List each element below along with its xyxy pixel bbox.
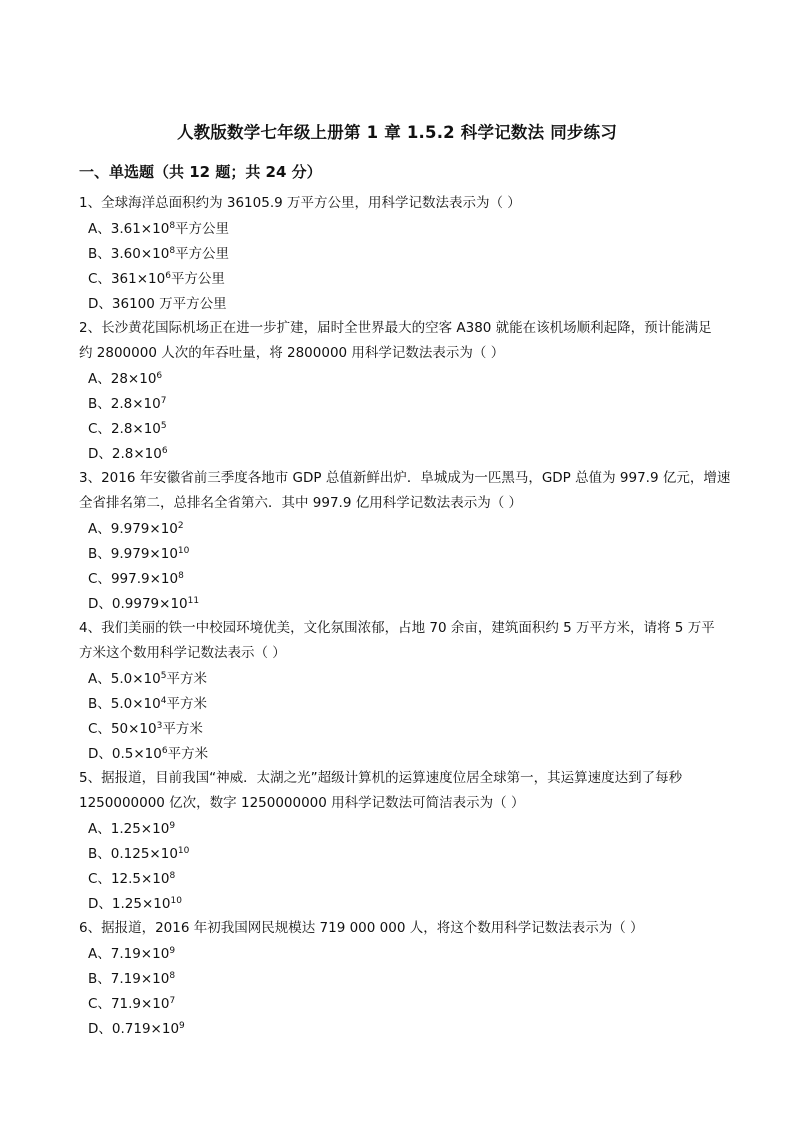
document-title: 人教版数学七年级上册第 1 章 1.5.2 科学记数法 同步练习 (176, 123, 618, 142)
option-3a: A、$9.979\times 10^2$ (88, 521, 184, 537)
option-2a: A、$28\times 10^6$ (88, 371, 163, 387)
question-1 (79, 191, 719, 216)
option-5d: D、$1.25\times 10^{10}$ (88, 896, 182, 912)
question-text: 6、据报道，2016 年初我国网民规模达 719 000 000 人，将这个数用科学记数法表示为（ ） (79, 920, 644, 936)
option-2b: B、$2.8\times 10^7$ (88, 396, 167, 412)
option-6a: A、$7.19\times 10^9$ (88, 946, 176, 962)
question-3 (79, 466, 731, 516)
question-text: 2、长沙黄花国际机场正在进一步扩建，届时全世界最大的空客 A380 就能在该机场顺利起降，预计能满足 (79, 320, 712, 336)
question-text: 方米这个数用科学记数法表示（ ） (79, 645, 286, 661)
option-3d: D、$0.9979\times 10^{11}$ (88, 596, 200, 612)
question-5 (79, 766, 719, 816)
option-1d: D、36100 万平方公里 (88, 296, 227, 312)
option-4b: B、$5.0\times 10^4$平方米 (88, 696, 207, 712)
option-4d: D、$0.5\times 10^6$平方米 (88, 746, 209, 762)
option-6d: D、$0.719\times 10^9$ (88, 1021, 185, 1037)
option-2c: C、$2.8\times 10^5$ (88, 421, 167, 437)
option-5a: A、$1.25\times 10^9$ (88, 821, 176, 837)
option-2d: D、$2.8\times 10^6$ (88, 446, 168, 462)
option-3c: C、$997.9\times 10^8$ (88, 571, 184, 587)
question-text: 约 2800000 人次的年吞吐量，将 2800000 用科学记数法表示为（ ） (79, 345, 505, 361)
question-6 (79, 916, 719, 941)
question-text: 1250000000 亿次，数字 1250000000 用科学记数法可简洁表示为（ ） (79, 795, 525, 811)
question-text: 3、2016 年安徽省前三季度各地市 GDP 总值新鲜出炉．阜城成为一匹黑马，GDP 总值为 997.9 亿元，增速 (79, 470, 731, 486)
option-3b: B、$9.979\times 10^{10}$ (88, 546, 190, 562)
option-1c: C、$361\times 10^6$平方公里 (88, 271, 225, 287)
option-4a: A、$5.0\times 10^5$平方米 (88, 671, 207, 687)
option-5b: B、$0.125\times 10^{10}$ (88, 846, 190, 862)
option-1b: B、$3.60\times 10^8$平方公里 (88, 246, 230, 262)
question-text: 1、全球海洋总面积约为 36105.9 万平方公里，用科学记数法表示为（ ） (79, 195, 521, 211)
question-4 (79, 616, 719, 666)
option-1a: A、$3.61\times 10^8$平方公里 (88, 221, 230, 237)
option-5c: C、$12.5\times 10^8$ (88, 871, 176, 887)
question-text: 4、我们美丽的铁一中校园环境优美，文化氛围浓郁，占地 70 余亩，建筑面积约 5 万平方米，请将 5 万平 (79, 620, 715, 636)
section-heading: 一、单选题（共 12 题；共 24 分） (79, 163, 322, 181)
option-6c: C、$71.9\times 10^7$ (88, 996, 176, 1012)
option-6b: B、$7.19\times 10^8$ (88, 971, 176, 987)
question-text: 全省排名第二，总排名全省第六．其中 997.9 亿用科学记数法表示为（ ） (79, 495, 523, 511)
question-text: 5、据报道，目前我国“神威．太湖之光”超级计算机的运算速度位居全球第一，其运算速度达到了每秒 (79, 770, 683, 786)
option-4c: C、$50\times 10^3$平方米 (88, 721, 203, 737)
question-2 (79, 316, 719, 366)
